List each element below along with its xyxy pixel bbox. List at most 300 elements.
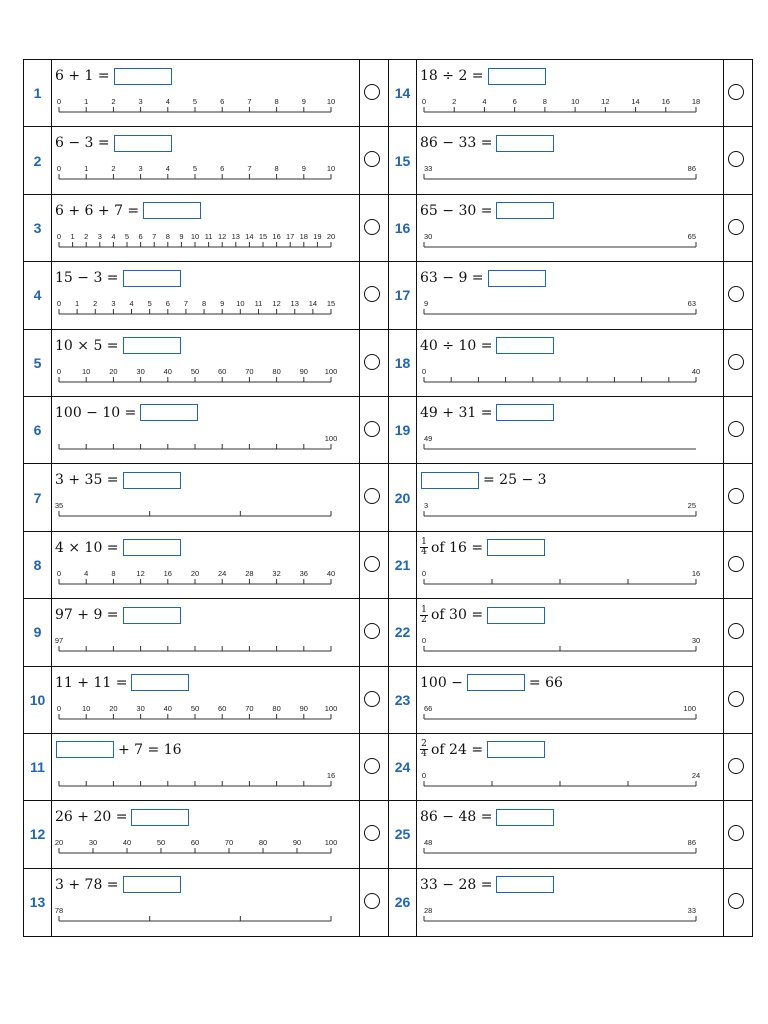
number-line-label: 8 <box>274 97 279 106</box>
fraction <box>420 606 428 625</box>
empty-circle-icon[interactable] <box>728 556 744 572</box>
equation <box>420 604 549 626</box>
number-line-label: 78 <box>54 905 64 915</box>
fraction-denominator: 2 <box>421 614 427 625</box>
equation-text: 100 − <box>420 674 463 691</box>
number-line-label: 15 <box>326 299 336 309</box>
number-line-label: 50 <box>190 366 200 376</box>
number-line-label: 30 <box>88 838 98 848</box>
question-content <box>416 330 724 396</box>
number-line-label: 10 <box>326 97 336 106</box>
fraction-numerator: 2 <box>421 739 427 750</box>
number-line <box>424 429 706 459</box>
answer-box[interactable] <box>496 876 554 893</box>
check-cell <box>359 869 388 936</box>
answer-box[interactable] <box>123 876 181 893</box>
number-line-label: 80 <box>272 366 281 376</box>
number-line-label: 0 <box>421 366 427 376</box>
question-number: 5 <box>24 330 52 396</box>
number-line-label: 0 <box>56 299 62 309</box>
number-line-label: 8 <box>542 97 547 106</box>
answer-box[interactable] <box>421 472 479 489</box>
number-line <box>424 227 706 257</box>
number-line-label: 20 <box>54 838 64 848</box>
question-content <box>416 262 724 328</box>
answer-box[interactable] <box>123 472 181 489</box>
number-line-label: 24 <box>218 568 227 578</box>
number-line-label: 12 <box>218 231 227 241</box>
empty-circle-icon[interactable] <box>728 691 744 707</box>
question-number: 13 <box>24 869 52 936</box>
number-line-label: 8 <box>201 299 207 309</box>
question-content <box>51 60 360 126</box>
equation <box>55 335 185 357</box>
equation-text: 4 × 10 = <box>55 539 119 556</box>
equation-text: 3 + 35 = <box>55 472 119 489</box>
question-number: 1 <box>24 60 52 126</box>
answer-box[interactable] <box>114 68 172 85</box>
number-line-label: 5 <box>192 97 198 106</box>
number-line-label: 19 <box>313 231 322 241</box>
question-number: 21 <box>389 532 417 598</box>
number-line-label: 0 <box>421 770 427 780</box>
equation-text: 86 − 48 = <box>420 809 493 826</box>
answer-box[interactable] <box>496 337 554 354</box>
answer-box[interactable] <box>131 809 189 826</box>
number-line-label: 0 <box>421 97 427 106</box>
check-cell <box>723 667 752 733</box>
number-line <box>56 362 341 392</box>
empty-circle-icon[interactable] <box>728 421 744 437</box>
number-line <box>424 294 706 324</box>
equation-text: = 25 − 3 <box>483 472 547 489</box>
number-line-label: 86 <box>687 838 696 848</box>
question-row-22 <box>389 599 752 666</box>
check-cell <box>359 60 388 126</box>
question-content <box>51 127 360 193</box>
number-line-label: 9 <box>424 299 429 309</box>
number-line <box>54 901 341 931</box>
equation <box>55 874 185 896</box>
number-line-label: 11 <box>204 231 213 241</box>
equation <box>55 65 176 87</box>
question-content <box>51 330 360 396</box>
question-content <box>416 60 724 126</box>
number-line-label: 40 <box>122 838 132 848</box>
left-column <box>23 59 389 937</box>
question-row-7 <box>24 464 388 531</box>
question-row-4 <box>24 262 388 329</box>
number-line-label: 90 <box>292 838 302 848</box>
number-line-label: 11 <box>254 299 263 309</box>
empty-circle-icon[interactable] <box>728 219 744 235</box>
question-row-15 <box>389 127 752 194</box>
question-number: 10 <box>24 667 52 733</box>
number-line <box>56 227 341 257</box>
number-line-label: 0 <box>56 97 62 106</box>
question-row-24 <box>389 734 752 801</box>
equation-text: 3 + 78 = <box>55 876 119 893</box>
question-number: 20 <box>389 464 417 530</box>
number-line-label: 100 <box>324 703 338 713</box>
number-line-label: 60 <box>218 366 227 376</box>
question-row-17 <box>389 262 752 329</box>
number-line-label: 36 <box>299 568 308 578</box>
equation <box>55 739 185 761</box>
question-content <box>51 195 360 261</box>
empty-circle-icon[interactable] <box>728 623 744 639</box>
fraction <box>420 740 428 759</box>
empty-circle-icon[interactable] <box>364 219 380 235</box>
question-content <box>416 667 724 733</box>
number-line-label: 1 <box>84 164 89 174</box>
empty-circle-icon[interactable] <box>728 151 744 167</box>
number-line <box>421 92 706 122</box>
number-line-label: 50 <box>156 838 166 848</box>
empty-circle-icon[interactable] <box>364 286 380 302</box>
number-line-label: 9 <box>301 164 306 174</box>
answer-box[interactable] <box>123 607 181 624</box>
question-content <box>51 464 360 530</box>
check-cell <box>723 330 752 396</box>
number-line <box>54 496 341 526</box>
answer-box[interactable] <box>143 202 201 219</box>
check-cell <box>359 801 388 867</box>
right-column <box>388 59 753 937</box>
number-line-label: 1 <box>70 231 75 241</box>
equation <box>420 874 558 896</box>
number-line-label: 28 <box>424 905 433 915</box>
fraction-denominator: 4 <box>421 547 427 558</box>
number-line <box>424 901 706 931</box>
question-content <box>416 599 724 665</box>
equation-text: 63 − 9 = <box>420 270 484 287</box>
number-line-label: 14 <box>245 231 254 241</box>
answer-box[interactable] <box>123 539 181 556</box>
check-cell <box>723 397 752 463</box>
question-row-23 <box>389 667 752 734</box>
number-line-label: 30 <box>136 703 145 713</box>
number-line <box>56 699 341 729</box>
number-line-label: 12 <box>601 97 610 106</box>
question-number: 4 <box>24 262 52 328</box>
number-line-label: 18 <box>299 231 308 241</box>
equation <box>420 537 549 559</box>
empty-circle-icon[interactable] <box>728 825 744 841</box>
empty-circle-icon[interactable] <box>728 758 744 774</box>
question-number: 22 <box>389 599 417 665</box>
number-line-label: 70 <box>224 838 234 848</box>
number-line-label: 0 <box>421 568 427 578</box>
question-content <box>51 262 360 328</box>
question-number: 23 <box>389 667 417 733</box>
answer-box[interactable] <box>496 202 554 219</box>
number-line-label: 3 <box>138 164 143 174</box>
check-cell <box>359 195 388 261</box>
number-line-label: 60 <box>190 838 200 848</box>
answer-box[interactable] <box>487 741 545 758</box>
number-line-label: 12 <box>272 299 281 309</box>
equation-text: 10 × 5 = <box>55 337 119 354</box>
number-line <box>424 699 706 729</box>
number-line-label: 7 <box>247 164 252 174</box>
check-cell <box>723 262 752 328</box>
equation <box>55 672 193 694</box>
equation-text: 86 − 33 = <box>420 135 493 152</box>
equation <box>420 132 558 154</box>
number-line-label: 14 <box>308 299 318 309</box>
number-line-label: 16 <box>326 770 336 780</box>
equation-text: 100 − 10 = <box>55 404 137 421</box>
number-line-label: 2 <box>84 231 89 241</box>
equation <box>420 335 558 357</box>
number-line-label: 10 <box>326 164 336 174</box>
number-line-label: 7 <box>183 299 189 309</box>
number-line-label: 20 <box>190 568 200 578</box>
number-line-label: 0 <box>56 366 62 376</box>
question-number: 6 <box>24 397 52 463</box>
number-line-label: 40 <box>163 366 172 376</box>
number-line-label: 4 <box>129 299 134 309</box>
question-content <box>51 532 360 598</box>
number-line-label: 0 <box>56 231 62 241</box>
number-line <box>54 833 341 863</box>
equation <box>420 267 550 289</box>
question-number: 3 <box>24 195 52 261</box>
question-content <box>51 599 360 665</box>
number-line <box>424 833 706 863</box>
equation-text: 49 + 31 = <box>420 404 493 421</box>
empty-circle-icon[interactable] <box>364 623 380 639</box>
equation-text: 11 + 11 = <box>55 674 128 691</box>
number-line-label: 16 <box>272 231 281 241</box>
number-line-label: 0 <box>56 164 62 174</box>
number-line-label: 14 <box>631 97 640 106</box>
number-line-label: 17 <box>286 231 295 241</box>
equation <box>420 739 549 761</box>
check-cell <box>723 599 752 665</box>
answer-box[interactable] <box>123 270 181 287</box>
empty-circle-icon[interactable] <box>728 84 744 100</box>
number-line-label: 7 <box>152 231 157 241</box>
question-number: 19 <box>389 397 417 463</box>
fraction-numerator: 1 <box>421 604 427 615</box>
empty-circle-icon[interactable] <box>364 84 380 100</box>
question-number: 24 <box>389 734 417 800</box>
number-line-label: 5 <box>192 164 198 174</box>
answer-box[interactable] <box>488 68 546 85</box>
number-line-label: 48 <box>424 838 433 848</box>
equation-text: + 7 = 16 <box>118 741 182 758</box>
equation-text: 65 − 30 = <box>420 202 493 219</box>
number-line-label: 20 <box>326 231 336 241</box>
answer-box[interactable] <box>56 741 114 758</box>
number-line-label: 7 <box>247 97 252 106</box>
empty-circle-icon[interactable] <box>728 354 744 370</box>
answer-box[interactable] <box>140 404 198 421</box>
number-line-label: 100 <box>683 703 696 713</box>
equation <box>420 806 558 828</box>
question-content <box>416 397 724 463</box>
number-line-label: 20 <box>109 366 118 376</box>
number-line-label: 66 <box>424 703 433 713</box>
number-line <box>421 564 706 594</box>
answer-box[interactable] <box>487 607 545 624</box>
number-line-label: 90 <box>299 366 308 376</box>
question-content <box>416 464 724 530</box>
number-line <box>421 631 706 661</box>
fraction-numerator: 1 <box>421 537 427 548</box>
equation-text: 33 − 28 = <box>420 876 493 893</box>
number-line-label: 2 <box>452 97 457 106</box>
question-content <box>416 195 724 261</box>
check-cell <box>359 127 388 193</box>
check-cell <box>359 599 388 665</box>
empty-circle-icon[interactable] <box>364 825 380 841</box>
equation-text: 97 + 9 = <box>55 607 119 624</box>
check-cell <box>723 464 752 530</box>
question-row-16 <box>389 195 752 262</box>
number-line-label: 70 <box>245 703 254 713</box>
check-cell <box>359 262 388 328</box>
number-line-label: 1 <box>84 97 89 106</box>
equation-text: 26 + 20 = <box>55 809 128 826</box>
question-content <box>51 667 360 733</box>
number-line-label: 2 <box>111 164 116 174</box>
number-line <box>424 159 706 189</box>
number-line-label: 12 <box>136 568 145 578</box>
answer-box[interactable] <box>496 135 554 152</box>
equation <box>420 65 550 87</box>
empty-circle-icon[interactable] <box>728 488 744 504</box>
equation <box>55 604 185 626</box>
number-line-label: 40 <box>691 366 701 376</box>
number-line-label: 13 <box>290 299 299 309</box>
number-line-label: 9 <box>220 299 225 309</box>
equation <box>55 469 185 491</box>
number-line-label: 3 <box>97 231 102 241</box>
empty-circle-icon[interactable] <box>364 893 380 909</box>
number-line-label: 4 <box>111 231 116 241</box>
number-line-label: 100 <box>324 433 338 443</box>
question-number: 14 <box>389 60 417 126</box>
number-line-label: 8 <box>165 231 170 241</box>
number-line-label: 24 <box>691 770 701 780</box>
number-line-label: 8 <box>274 164 279 174</box>
empty-circle-icon[interactable] <box>728 893 744 909</box>
number-line-label: 9 <box>301 97 306 106</box>
number-line-label: 16 <box>691 568 701 578</box>
question-number: 9 <box>24 599 52 665</box>
number-line <box>59 429 341 459</box>
number-line-label: 4 <box>165 164 170 174</box>
empty-circle-icon[interactable] <box>728 286 744 302</box>
equation-text: 18 ÷ 2 = <box>420 68 484 84</box>
number-line-label: 100 <box>324 838 338 848</box>
check-cell <box>359 397 388 463</box>
question-number: 18 <box>389 330 417 396</box>
answer-box[interactable] <box>114 135 172 152</box>
equation-text: of 16 = <box>431 539 484 556</box>
equation <box>55 200 205 222</box>
question-row-21 <box>389 532 752 599</box>
number-line-label: 63 <box>687 299 696 309</box>
number-line-label: 50 <box>190 703 200 713</box>
check-cell <box>723 60 752 126</box>
equation <box>420 469 550 491</box>
question-row-8 <box>24 532 388 599</box>
number-line-label: 80 <box>272 703 281 713</box>
number-line-label: 18 <box>691 97 701 106</box>
question-content <box>416 734 724 800</box>
answer-box[interactable] <box>496 809 554 826</box>
question-row-10 <box>24 667 388 734</box>
question-row-2 <box>24 127 388 194</box>
check-cell <box>723 734 752 800</box>
check-cell <box>723 532 752 598</box>
empty-circle-icon[interactable] <box>364 354 380 370</box>
answer-box[interactable] <box>488 270 546 287</box>
number-line-label: 6 <box>220 97 225 106</box>
answer-box[interactable] <box>487 539 545 556</box>
question-row-14 <box>389 60 752 127</box>
question-number: 15 <box>389 127 417 193</box>
question-row-19 <box>389 397 752 464</box>
question-content <box>51 734 360 800</box>
check-cell <box>359 667 388 733</box>
number-line-label: 28 <box>245 568 254 578</box>
fraction <box>420 538 428 557</box>
question-number: 25 <box>389 801 417 867</box>
number-line-label: 60 <box>218 703 227 713</box>
answer-box[interactable] <box>123 337 181 354</box>
question-row-1 <box>24 60 388 127</box>
number-line-label: 100 <box>324 366 338 376</box>
number-line <box>421 766 706 796</box>
number-line-label: 65 <box>687 231 696 241</box>
number-line-label: 10 <box>236 299 245 309</box>
answer-box[interactable] <box>496 404 554 421</box>
empty-circle-icon[interactable] <box>364 758 380 774</box>
question-row-26 <box>389 869 752 936</box>
number-line-label: 6 <box>165 299 170 309</box>
number-line-label: 33 <box>424 164 433 174</box>
empty-circle-icon[interactable] <box>364 151 380 167</box>
number-line-label: 6 <box>512 97 517 106</box>
number-line-label: 0 <box>56 568 62 578</box>
answer-box[interactable] <box>131 674 189 691</box>
question-row-9 <box>24 599 388 666</box>
answer-box[interactable] <box>467 674 525 691</box>
number-line-label: 49 <box>424 433 433 443</box>
check-cell <box>723 127 752 193</box>
number-line <box>56 92 341 122</box>
empty-circle-icon[interactable] <box>364 556 380 572</box>
check-cell <box>723 195 752 261</box>
question-row-11 <box>24 734 388 801</box>
number-line-label: 10 <box>190 231 200 241</box>
question-number: 8 <box>24 532 52 598</box>
question-content <box>416 801 724 867</box>
empty-circle-icon[interactable] <box>364 488 380 504</box>
empty-circle-icon[interactable] <box>364 421 380 437</box>
number-line-label: 15 <box>258 231 268 241</box>
empty-circle-icon[interactable] <box>364 691 380 707</box>
number-line <box>56 159 341 189</box>
question-row-5 <box>24 330 388 397</box>
question-content <box>51 397 360 463</box>
number-line-label: 4 <box>482 97 487 106</box>
